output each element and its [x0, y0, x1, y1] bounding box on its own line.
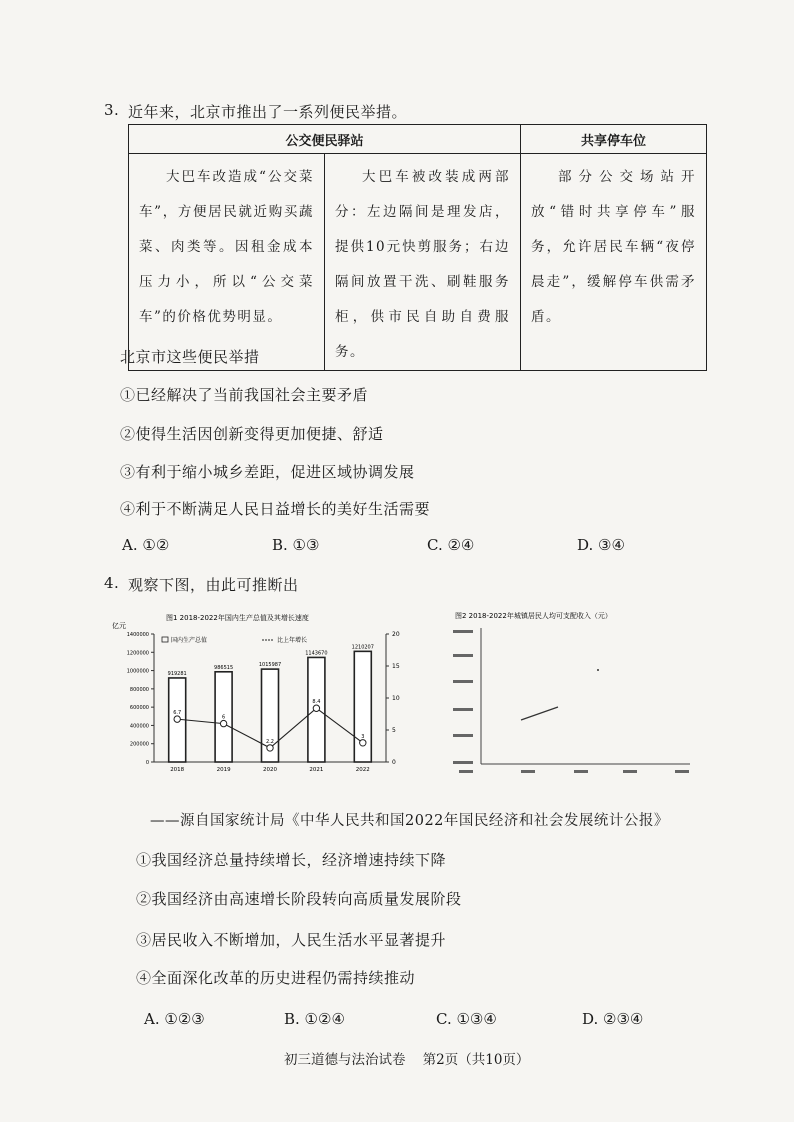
table-cell-bus-market: 大巴车改造成“公交菜车”，方便居民就近购买蔬菜、肉类等。因租金成本压力小，所以“公交菜车”的价格优势明显。	[129, 154, 325, 371]
q4-stem: 观察下图，由此可推断出	[128, 576, 299, 594]
growth-label: 8.4	[312, 699, 321, 706]
y-tick-label: 1400000	[126, 632, 149, 638]
q3-statement: ④利于不断满足人民日益增长的美好生活需要	[120, 500, 431, 518]
income-point	[597, 669, 599, 671]
q4-source: ——源自国家统计局《中华人民共和国2022年国民经济和社会发展统计公报》	[150, 813, 669, 829]
table-cell-parking: 部分公交场站开放“错时共享停车”服务，允许居民车辆“夜停晨走”，缓解停车供需矛盾。	[521, 154, 707, 371]
y-tick-label: 1200000	[126, 650, 149, 657]
growth-point	[174, 716, 180, 722]
y-tick-label: 1000000	[126, 668, 149, 675]
q4-option-c[interactable]: C. ①③④	[436, 1010, 497, 1028]
y2-tick-label: 0	[392, 759, 396, 766]
y-ticks	[453, 630, 473, 764]
income-chart	[445, 604, 700, 776]
q4-option-b[interactable]: B. ①②④	[284, 1010, 345, 1028]
q3-lead: 北京市这些便民举措	[120, 348, 260, 366]
growth-point	[267, 745, 273, 751]
growth-label: 6.7	[173, 710, 182, 717]
x-tick-label: 2018	[170, 767, 185, 773]
q4-statement: ①我国经济总量持续增长，经济增速持续下降	[136, 851, 447, 869]
q3-option-d[interactable]: D. ③④	[577, 536, 625, 554]
x-tick-label: 2022	[355, 767, 370, 773]
bar-value-label: 1143670	[305, 650, 328, 657]
y-axis-label: 亿元	[112, 622, 126, 630]
chart-title: 图2 2018-2022年城镇居民人均可支配收入（元）	[455, 612, 612, 620]
chart-title: 图1 2018-2022年国内生产总值及其增长速度	[166, 614, 309, 622]
y-tick-label: 800000	[129, 686, 149, 693]
growth-point	[360, 740, 366, 746]
growth-point	[313, 705, 319, 711]
y-tick-label: 200000	[129, 741, 149, 748]
table-header-shared-parking: 共享停车位	[521, 125, 707, 154]
y-tick-label: 0	[145, 760, 149, 766]
q3-stem: 近年来，北京市推出了一系列便民举措。	[128, 103, 408, 121]
y2-tick-label: 5	[392, 727, 396, 734]
bar-value-label: 986515	[214, 664, 234, 671]
bar-value-label: 919281	[167, 670, 187, 677]
y-tick-label: 600000	[129, 705, 149, 712]
gdp-chart	[110, 604, 410, 776]
q3-option-a[interactable]: A. ①②	[122, 536, 170, 554]
q4-number: 4.	[104, 574, 120, 592]
page-footer: 初三道德与法治试卷 第2页（共10页）	[284, 1052, 530, 1068]
x-tick-label: 2020	[263, 767, 277, 773]
y-tick-label: 400000	[129, 723, 149, 730]
q4-statement: ④全面深化改革的历史进程仍需持续推动	[136, 969, 416, 987]
bar-value-label: 1210207	[351, 644, 374, 651]
svg-text:比上年增长: 比上年增长	[277, 637, 308, 644]
income-line-segment	[521, 707, 558, 720]
q3-option-c[interactable]: C. ②④	[427, 536, 475, 554]
y2-tick-label: 15	[392, 663, 400, 670]
y2-tick-label: 20	[392, 631, 400, 638]
q3-statement: ①已经解决了当前我国社会主要矛盾	[120, 386, 369, 404]
q3-statement: ②使得生活因创新变得更加便捷、舒适	[120, 425, 384, 443]
growth-label: 2.2	[266, 738, 274, 745]
q4-option-a[interactable]: A. ①②③	[144, 1010, 205, 1028]
growth-point	[220, 720, 226, 726]
x-tick-label: 2019	[216, 767, 231, 773]
q4-statement: ②我国经济由高速增长阶段转向高质量发展阶段	[136, 890, 462, 908]
growth-label: 3	[361, 733, 365, 740]
y2-tick-label: 10	[392, 695, 400, 702]
q3-number: 3.	[104, 101, 120, 119]
x-tick-label: 2021	[309, 767, 324, 773]
table-cell-bus-barber: 大巴车被改装成两部分：左边隔间是理发店，提供10元快剪服务；右边隔间放置干洗、刷鞋服务柜，供市民自助自费服务。	[325, 154, 521, 371]
measures-table	[128, 124, 707, 371]
table-header-bus-station: 公交便民驿站	[129, 125, 521, 154]
growth-label: 6	[222, 714, 226, 721]
q4-option-d[interactable]: D. ②③④	[582, 1010, 644, 1028]
q3-option-b[interactable]: B. ①③	[272, 536, 320, 554]
q4-statement: ③居民收入不断增加，人民生活水平显著提升	[136, 931, 447, 949]
chart-legend	[162, 636, 307, 644]
bar-value-label: 1015987	[258, 662, 282, 669]
q3-statement: ③有利于缩小城乡差距，促进区域协调发展	[120, 463, 415, 481]
svg-text:国内生产总值: 国内生产总值	[171, 637, 208, 644]
x-ticks	[459, 770, 689, 773]
